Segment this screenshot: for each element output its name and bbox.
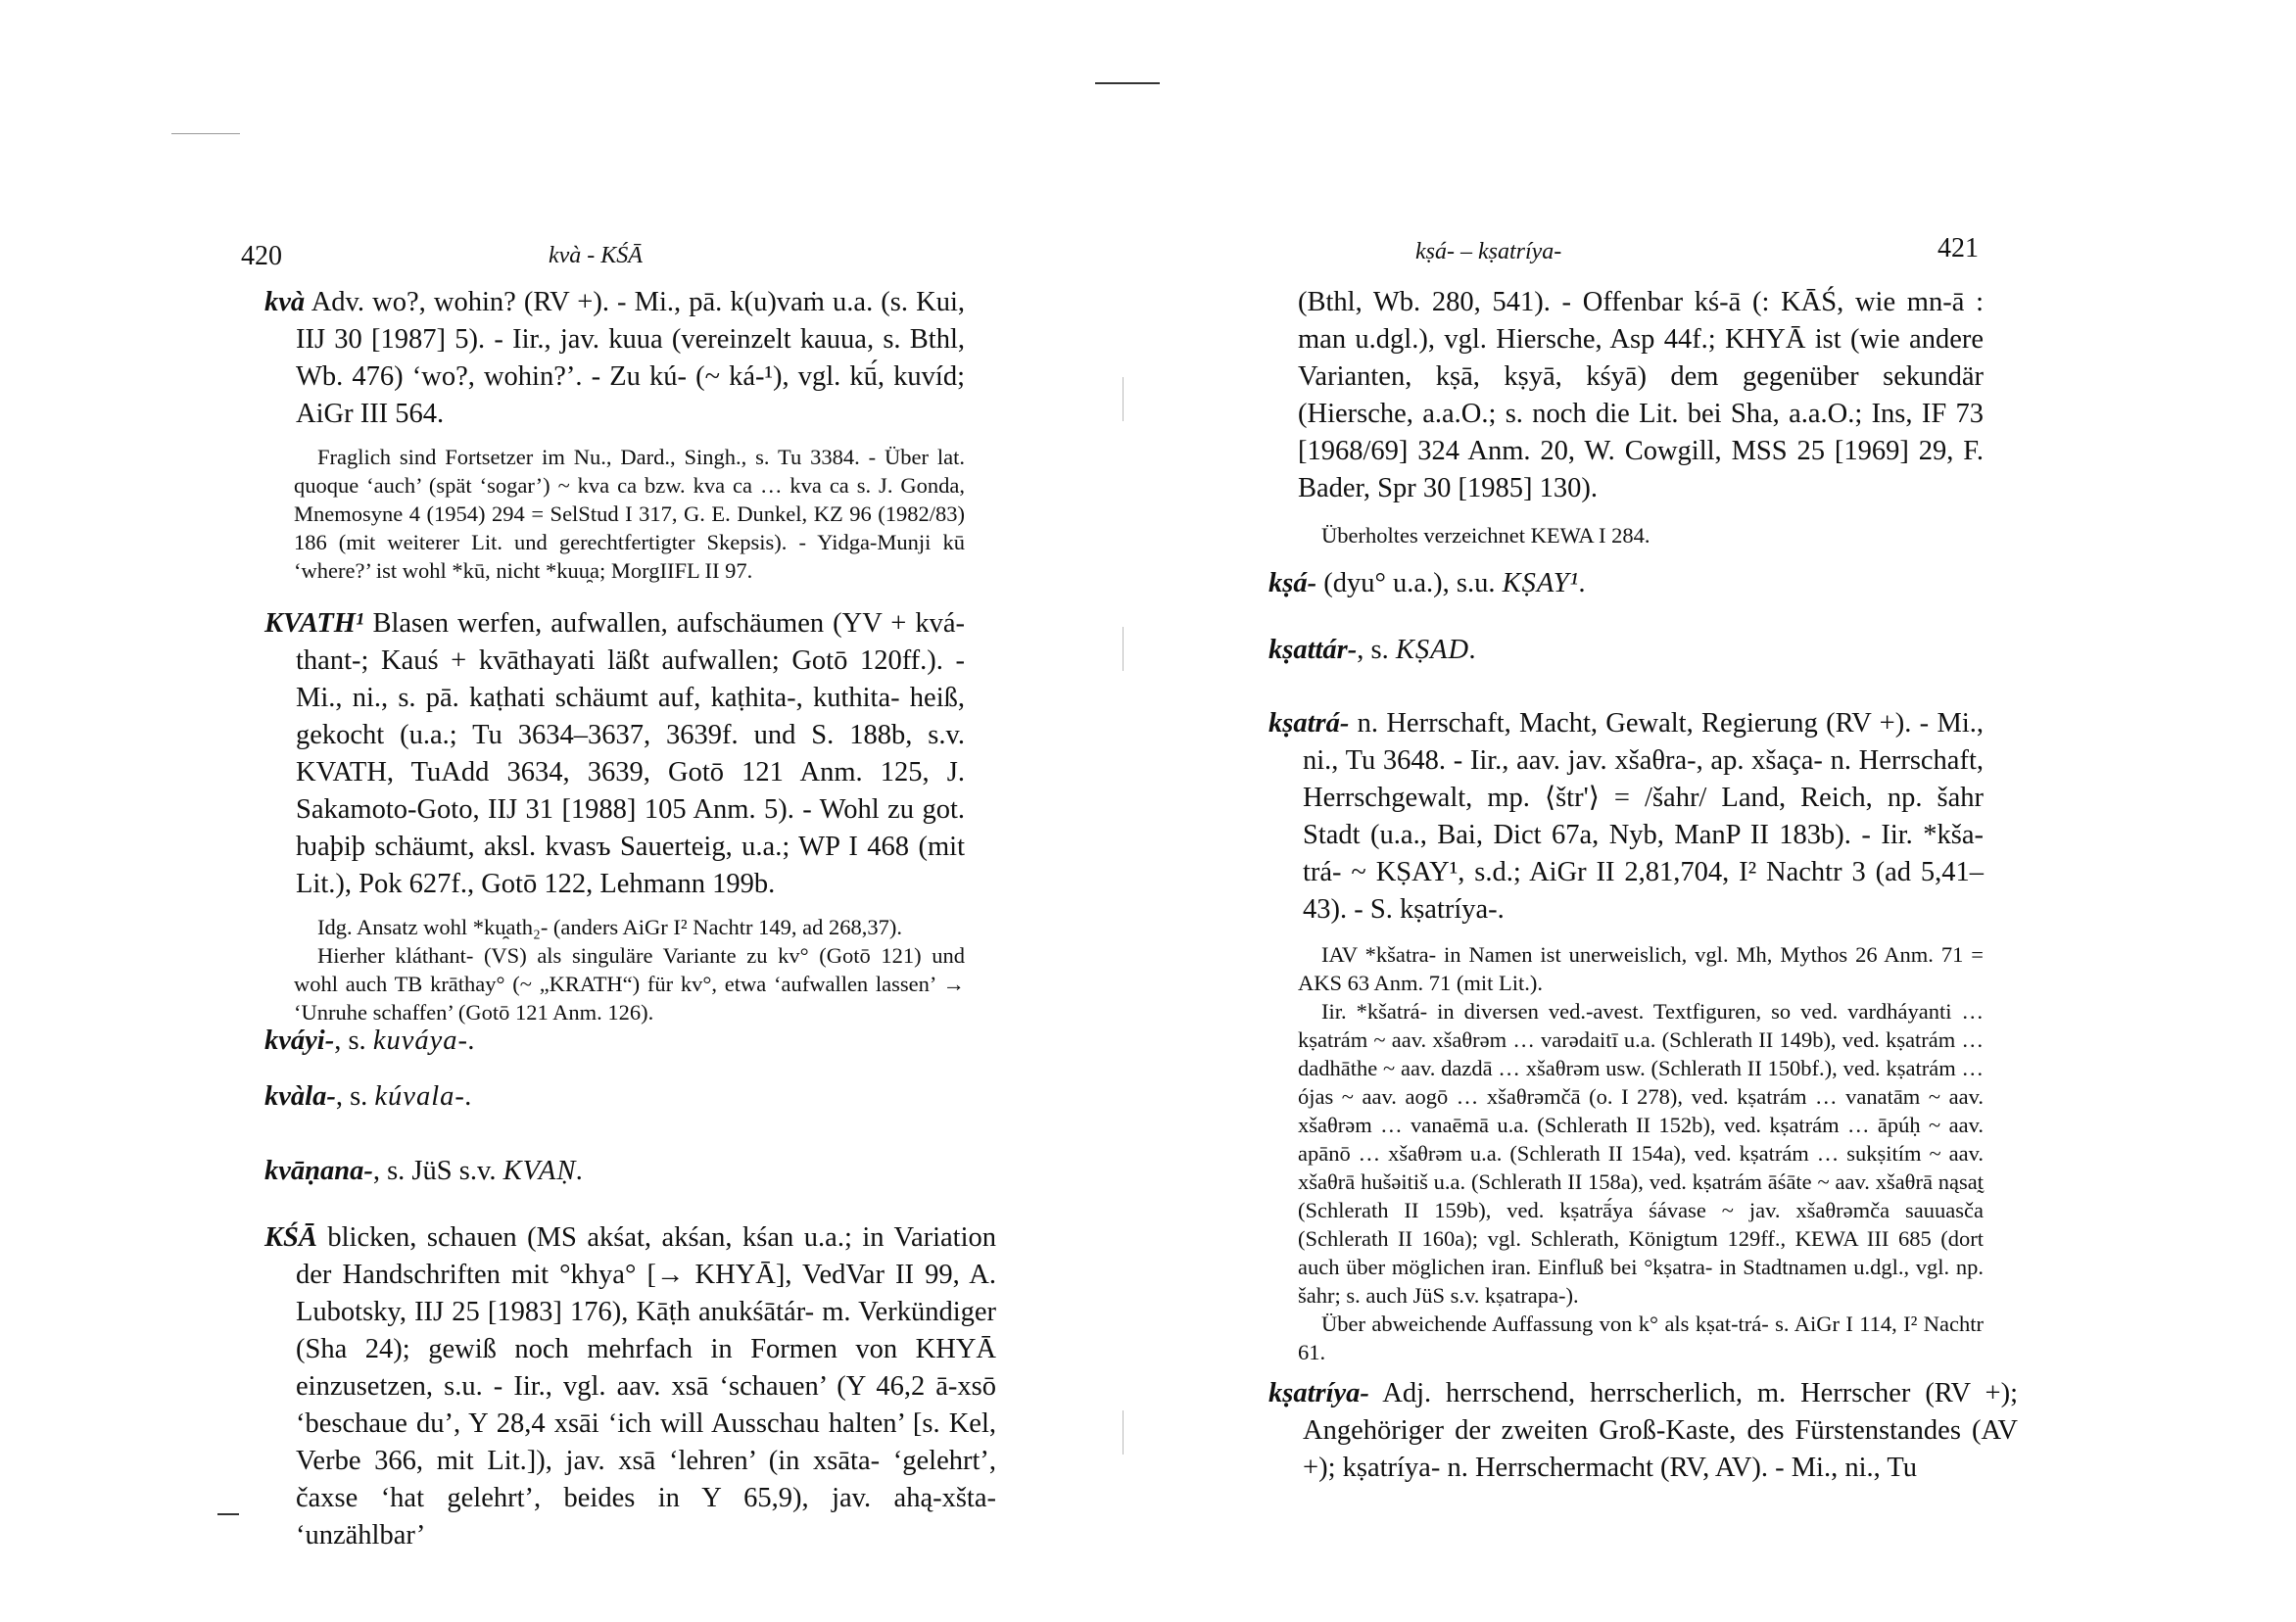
entry-kva <box>264 284 965 585</box>
gutter-mark <box>1123 1410 1124 1455</box>
scan-mark-top <box>1095 82 1160 84</box>
entry-note: Idg. Ansatz wohl *ku̯ath₂- (anders AiGr I² Nachtr 149, ad 268,37). <box>317 915 902 939</box>
cross-reference: KṢAY¹. <box>1502 568 1588 598</box>
entry-note: IAV *kšatra- in Namen ist unerweislich, vgl. Mh, Mythos 26 Anm. 71 = AKS 63 Anm. 71 (mit Lit.). <box>1298 942 1984 995</box>
headword: kvāṇana- <box>264 1156 373 1186</box>
entry-body: blicken, schauen (MS akśat, akśan, kśan u.a.; in Variation der Handschriften mit °khya° [→ KHYĀ], VedVar II 99, A. Lubotsky, IIJ 25 [1983] 176), Kāṭh anukśātár- m. Verkündiger (Sha 24); gewiß noch mehrfach in Formen von KHYĀ einzusetzen, s.u. - Iir., vgl. aav. xsā ‘schauen’ (Y 46,2 ā-xsō ‘beschaue du’, Y 28,4 xsāi ‘ich will Ausschau halten’ [s. Kel, Verbe 366, mit Lit.]), jav. xsā ‘lehren’ (in xsāta- ‘gelehrt’, čaxse ‘hat gelehrt’, beides in Y 65,9), jav. ahą-xšta- ‘unzählbar’ <box>296 1222 996 1550</box>
headword: kvàla- <box>264 1081 336 1112</box>
headword: kṣá- <box>1268 568 1317 598</box>
entry-continuation <box>1298 284 1984 549</box>
entry-body: , s. JüS s.v. <box>372 1156 503 1186</box>
entry-body: , s. <box>334 1026 373 1056</box>
entry-note: Über abweichende Auffassung von k° als kṣat-trá- s. AiGr I 114, I² Nachtr 61. <box>1298 1312 1984 1364</box>
headword: kṣatríya- <box>1268 1378 1369 1408</box>
entry-kvayi <box>264 1023 996 1060</box>
cross-reference: KVAṆ. <box>502 1156 585 1186</box>
entry-body: (dyu° u.a.), s.u. <box>1316 568 1503 598</box>
entry-note: Hierher kláthant- (VS) als singuläre Variante zu kv° (Gotō 121) und wohl auch TB krāthay° (~ „KRATH“) für kv°, etwa ‘aufwallen lassen’ → ‘Unruhe schaffen’ (Gotō 121 Anm. 126). <box>294 943 965 1025</box>
cross-reference: kuváya-. <box>372 1026 477 1056</box>
entry-body: n. Herrschaft, Macht, Gewalt, Regierung (RV +). - Mi., ni., Tu 3648. - Iir., aav. jav. xšaθra-, ap. xšaça- n. Herrschaft, Herrschgewalt, mp. ⟨štr'⟩ = /šahr/ Land, Reich, np. šahr Stadt (u.a., Bai, Dict 67a, Nyb, ManP II 183b). - Iir. *kša-trá- ~ KṢAY¹, s.d.; AiGr II 2,81,704, I² Nachtr 3 (ad 5,41–43). - S. kṣatríya-. <box>1303 708 1984 925</box>
entry-ksa-root <box>264 1219 996 1554</box>
entry-kvanana <box>264 1153 996 1190</box>
entry-note: Iir. *kšatrá- in diversen ved.-avest. Textfiguren, so ved. vardháyanti … kṣatrám ~ aav. xšaθrəm … varədaitī u.a. (Schlerath II 149b), ved. kṣatrám … dadhāthe ~ aav. dazdā … xšaθrəm usw. (Schlerath II 150bf.), ved. kṣatrám … ójas ~ aav. aogō … xšaθrəmčā (o. I 278), ved. kṣatrám … vanatām ~ aav. xšaθrəm … vanaēmā u.a. (Schlerath II 152b), ved. kṣatrám … āpúḥ ~ aav. apānō … xšaθrəm u.a. (Schlerath II 154a), ved. kṣatrám … sukṣitím ~ aav. xšaθrā hušəitiš u.a. (Schlerath II 158a), ved. kṣatrám āśāte ~ aav. xšaθrā nąsat̰ (Schlerath II 159b), ved. kṣatrā́ya śávase ~ jav. xšaθrəmča sauuasča (Schlerath II 160a); vgl. Schlerath, Königtum 129ff., KEWA III 685 (dort auch über möglichen iran. Einfluß bei °kṣatra- in Stadtnamen u.dgl., vgl. np. šahr; s. auch JüS s.v. kṣatrapa-). <box>1298 999 1984 1308</box>
headword: kvà <box>264 287 306 317</box>
entry-body: Adv. wo?, wohin? (RV +). - Mi., pā. k(u)vaṁ u.a. (s. Kui, IIJ 30 [1987] 5). - Iir., jav. kuua (vereinzelt kauua, s. Bthl, Wb. 476) ‘wo?, wohin?’. - Zu kú- (~ ká-¹), vgl. kū́, kuvíd; AiGr III 564. <box>296 287 965 429</box>
cross-reference: kúvala-. <box>374 1081 473 1112</box>
gutter-mark <box>1123 377 1124 421</box>
headword: kváyi- <box>264 1026 335 1056</box>
entry-body: Blasen werfen, aufwallen, aufschäumen (YV + kvá-thant-; Kauś + kvāthayati läßt aufwallen; Gotō 120ff.). - Mi., ni., s. pā. kaṭhati schäumt auf, kaṭhita-, kuthita- heiß, gekocht (u.a.; Tu 3634–3637, 3639f. und S. 188b, s.v. KVATH, TuAdd 3634, 3639, Gotō 121 Anm. 125, J. Sakamoto-Goto, IIJ 31 [1988] 105 Anm. 5). - Wohl zu got. ƕaþiþ schäumt, aksl. kvasъ Sauerteig, u.a.; WP I 468 (mit Lit.), Pok 627f., Gotō 122, Lehmann 199b. <box>296 608 965 899</box>
entry-body: (Bthl, Wb. 280, 541). - Offenbar kś-ā (: KĀŚ, wie mn-ā : man u.dgl.), vgl. Hiersche, Asp 44f.; KHYĀ ist (wie andere Varianten, kṣā, kṣyā, kśyā) dem gegenüber sekundär (Hiersche, a.a.O.; s. noch die Lit. bei Sha, a.a.O.; Ins, IF 73 [1968/69] 324 Anm. 20, W. Cowgill, MSS 25 [1969] 29, F. Bader, Spr 30 [1985] 130). <box>1298 287 1984 503</box>
page-number: 420 <box>241 241 282 271</box>
entry-ksatra <box>1268 705 1984 1366</box>
running-head: kṣá- – kṣatríya- <box>1415 239 1562 264</box>
entry-note: Fraglich sind Fortsetzer im Nu., Dard., Singh., s. Tu 3384. - Über lat. quoque ‘auch’ (spät ‘sogar’) ~ kva ca bzw. kva ca … kva ca s. J. Gonda, Mnemosyne 4 (1954) 294 = SelStud I 317, G. E. Dunkel, KZ 96 (1982/83) 186 (mit weiterer Lit. und gerechtfertigter Skepsis). - Yidga-Munji kū ‘where?’ ist wohl *kū, nicht *kuu̯a; MorgIIFL II 97. <box>294 445 965 583</box>
entry-kvath <box>264 605 965 1026</box>
entry-ksa <box>1268 565 2018 602</box>
entry-body: , s. <box>335 1081 375 1112</box>
entry-ksatriya <box>1268 1375 2018 1487</box>
entry-note: Überholtes verzeichnet KEWA I 284. <box>1321 523 1650 548</box>
gutter-mark <box>1123 627 1124 671</box>
entry-body: , s. <box>1357 635 1396 665</box>
margin-rule-bottom-left <box>217 1513 239 1515</box>
entry-kvala <box>264 1078 996 1116</box>
cross-reference: KṢAD. <box>1395 635 1478 665</box>
headword: KVATH¹ <box>264 608 364 639</box>
headword: kṣattár- <box>1268 635 1358 665</box>
scan-mark-top-left <box>171 133 240 134</box>
entry-body: Adj. herrschend, herrscherlich, m. Herrscher (RV +); Angehöriger der zweiten Groß-Kaste, des Fürstenstandes (AV +); kṣatríya- n. Herrschermacht (RV, AV). - Mi., ni., Tu <box>1303 1378 2018 1483</box>
entry-ksattar <box>1268 632 2018 669</box>
page-number: 421 <box>1937 233 1979 263</box>
headword: KŚĀ <box>264 1222 317 1253</box>
running-head: kvà - KŚĀ <box>549 243 643 268</box>
headword: kṣatrá- <box>1268 708 1350 739</box>
